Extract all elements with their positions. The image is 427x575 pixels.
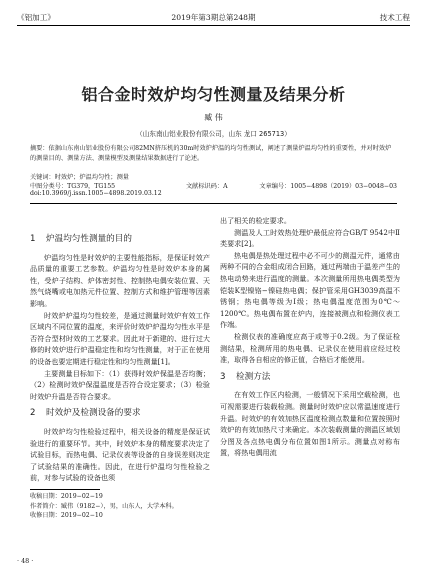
clc-number: 中图分类号：TG379，TG155 [30, 183, 116, 190]
paragraph: 时效炉炉温均匀性较差，是通过测量时效炉有效工作区域内不同位置的温度，来评价时效炉炉温均匀性水平是否符合型材时效的工艺要求。因此对于新建的、进行过大修的时效炉进行炉温稳定性和均匀性测量，对于正在使用的设备也要定期进行稳定性和均匀性测量[1]。 [30, 310, 210, 366]
journal-name: 《铝加工》 [17, 13, 55, 22]
document-code: 文献标识码：A [186, 183, 228, 190]
author-affiliation: （山东南山铝业股份有限公司，山东 龙口 265713） [136, 130, 291, 138]
paragraph: 时效炉均匀性检验过程中，相关设备的精度是保证试验进行的重要环节。其中，时效炉本身的精度要求决定了试验目标，而热电偶、记录仪表等设备的自身误差则决定了试验结果的准确性。因此，在进行炉温均匀性检验之前，对参与试验的设备也须 [30, 426, 210, 483]
abstract-rule [30, 203, 397, 204]
paragraph: 出了相关的检定要求。 [220, 216, 291, 225]
article-number: 文章编号：1005−4898（2019）03−0048−03 [259, 183, 397, 190]
abstract: 摘要：依据山东南山铝业股份有限公司82MN挤压机的30m时效炉炉温的均匀性测试，阐述了测量炉温均匀性的重要性，并对时效炉的测量目的、测量方法、测量模型及测量结果数据进行了论述。 [30, 145, 392, 162]
section-heading: 3 检测方法 [220, 371, 271, 382]
paragraph: 测温及人工时效热处理炉最低应符合GB/T 9542中Ⅱ类要求[2]。 [220, 227, 400, 249]
footnote [30, 492, 178, 521]
author-name: 臧 伟 [204, 113, 223, 122]
section-heading: 1 炉温均匀性测量的目的 [30, 234, 132, 244]
header-rule [17, 25, 410, 26]
paragraph: 在有效工作区内检测，一般情况下采用空载检测，也可视需要进行装载检测。测量时时效炉应以常温速度进行升温。时效炉的有效加热区温度检测点数量和位置按照时效炉的有效加热尺寸来确定。本次装载测量的测温区域划分图及各点热电偶分布位置如图1所示。测量点对称布置，将热电偶用流 [220, 390, 400, 458]
revised-date: 收修日期：2019−02−10 [30, 512, 103, 519]
page-number: · 48 · [17, 557, 34, 565]
right-column [220, 215, 400, 459]
section-name: 技术工程 [379, 13, 410, 22]
paragraph: 炉温均匀性是时效炉的主要性能指标，是保证时效产品质量的重要工艺参数。炉温均匀性是时效炉本身的属性，受炉子结构、炉体密封性、控制热电偶安装位置、天然气烧嘴或电加热元件位置、控制方式和维护管理等因素影响。 [30, 252, 210, 308]
author-bio: 作者简介：臧伟（9182−），男，山东人，大学本科。 [30, 502, 178, 510]
issue-info: 2019年第3期总第248期 [171, 13, 256, 22]
paragraph: 热电偶是热处理过程中必不可少的测温元件，通常由两种不同的合金组成闭合回路，通过两端由于温差产生的热电动势来进行温度的测量。本次测量所用热电偶类型为铠装K型镍铬−镍硅热电偶；保护管采用GH3039高温不锈钢；热电偶等级为Ⅰ级；热电偶温度范围为0℃～1200℃。热电偶布置在炉内，连接被测点和检测仪表工作端。 [220, 250, 400, 330]
doi: doi:10.3969/j.issn.1005−4898.2019.03.12 [30, 190, 162, 197]
keywords: 关键词：时效炉；炉温均匀性；测量 [30, 174, 129, 181]
paragraph: 主要测量目标如下：（1）获得时效炉保温是否均衡；（2）检测时效炉保温温度是否符合设定要求；（3）检验时效炉升温是否符合要求。 [30, 368, 210, 401]
section-heading: 2 时效炉及检测设备的要求 [30, 408, 141, 419]
paper-title: 铝合金时效炉均匀性测量及结果分析 [81, 85, 346, 104]
left-column [30, 228, 210, 484]
footnote-rule [30, 489, 100, 490]
running-header [17, 9, 410, 23]
paragraph: 检测仪表的准确度应高于或等于0.2级。为了保证检测结果，检测所用的热电偶、记录仪在使用前应经过校准，取得各自相应的修正值，合格后才能使用。 [220, 331, 400, 365]
received-date: 收稿日期：2019−02−19 [30, 493, 103, 500]
